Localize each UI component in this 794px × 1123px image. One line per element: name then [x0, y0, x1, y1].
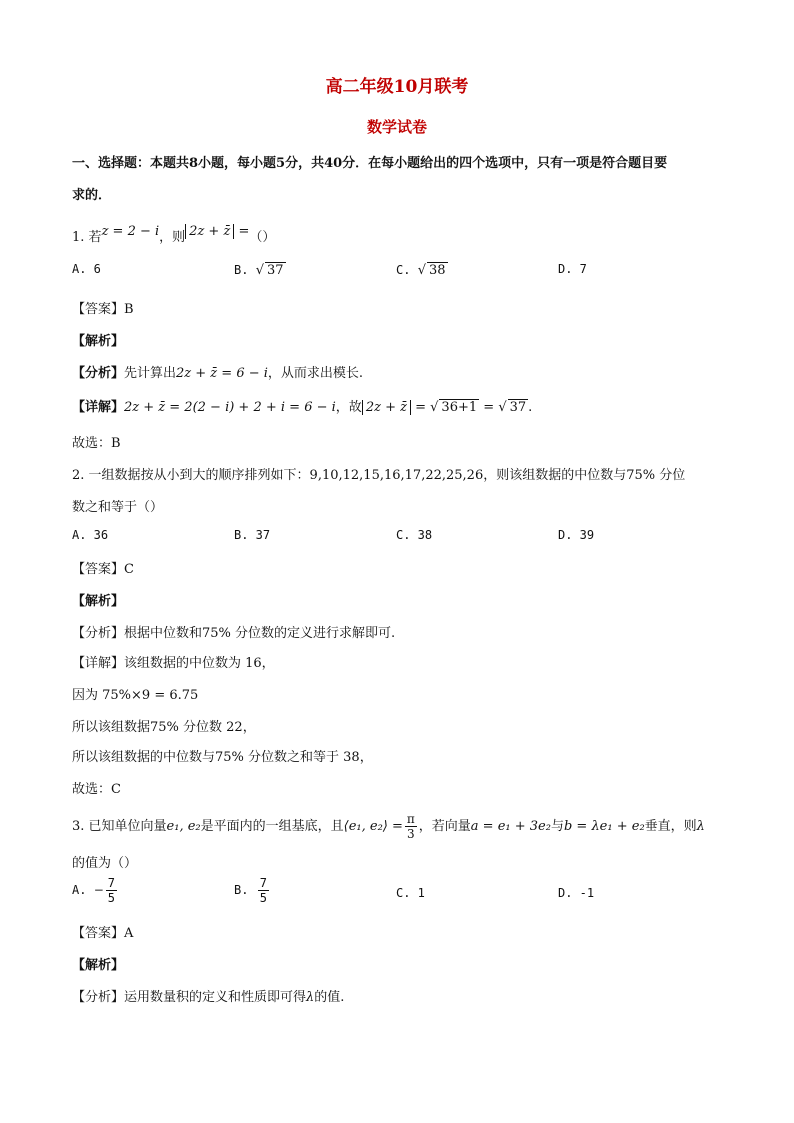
- q1-xiangjie-eq2: =: [479, 400, 499, 415]
- q1-answer: 【答案】B: [72, 302, 134, 317]
- q2-fenxi: 【分析】根据中位数和75% 分位数的定义进行求解即可.: [72, 626, 396, 641]
- question-3-line2: 的值为（）: [72, 856, 138, 871]
- q1-xiangjie-label: 【详解】: [72, 400, 125, 415]
- q1-option-c-label: C.: [396, 263, 411, 277]
- q2-choose: 故选：C: [72, 782, 121, 797]
- q1-number: 1.: [72, 230, 85, 245]
- q3-three: 3: [407, 827, 415, 841]
- q3-option-b-den: 5: [259, 891, 267, 905]
- question-3-line1: [72, 812, 705, 841]
- q1-fenxi-pre: 先计算出: [124, 366, 177, 381]
- q3-b-expr: b = λe₁ + e₂: [563, 819, 645, 834]
- q3-a-expr: a = e₁ + 3e₂: [470, 819, 551, 834]
- q1-xiangjie-mid: ，故: [335, 400, 362, 415]
- q2-option-a: A. 36: [72, 528, 109, 542]
- q3-option-b-frac: [258, 876, 269, 905]
- q1-fenxi-label: 【分析】: [72, 366, 125, 381]
- q1-mid: ，则: [159, 230, 186, 245]
- q2-option-b: B. 37: [234, 528, 271, 542]
- q1-option-c: [396, 262, 448, 278]
- q1-option-b: [234, 262, 286, 278]
- q3-fenxi-post: 的值.: [314, 990, 345, 1005]
- q3-pi: π: [406, 812, 415, 826]
- q3-option-b: [234, 876, 271, 905]
- q2-option-d: D. 39: [558, 528, 595, 542]
- q1-xiangjie-sqrt2: 37: [509, 400, 527, 415]
- question-2-line2: 数之和等于（）: [72, 500, 164, 515]
- sqrt-icon: √: [430, 400, 439, 415]
- q1-choose: 故选：B: [72, 436, 121, 451]
- q1-xiangjie-end: .: [528, 400, 533, 415]
- q2-step1: 因为 75%×9 = 6.75: [72, 688, 199, 703]
- q3-option-b-label: B.: [234, 883, 249, 897]
- q1-xiangjie-expr1: 2z + z̄ = 2(2 − i) + 2 + i = 6 − i: [124, 400, 336, 415]
- exam-title: 高二年级10月联考: [325, 77, 469, 97]
- q3-option-a-den: 5: [107, 891, 115, 905]
- q1-option-b-label: B.: [234, 263, 249, 277]
- q1-xiangjie-eq: =: [410, 400, 431, 415]
- question-1: [72, 226, 275, 245]
- q2-step2: 所以该组数据75% 分位数 22，: [72, 720, 256, 735]
- q3-angle: ⟨e₁, e₂⟩ =: [343, 819, 403, 834]
- q3-option-a: [72, 876, 119, 905]
- exam-subtitle: 数学试卷: [366, 118, 427, 136]
- question-2-line1: [72, 464, 685, 483]
- q3-line1-post: 垂直，则: [644, 819, 697, 834]
- q2-option-c: C. 38: [396, 528, 433, 542]
- q3-fenxi: [72, 986, 344, 1005]
- q1-analysis: 【解析】: [72, 334, 125, 349]
- q3-option-a-num: 7: [107, 876, 115, 890]
- q1-fenxi: [72, 362, 363, 381]
- q3-line1-pre: 3. 已知单位向量: [72, 819, 167, 834]
- q3-line1-mid: 是平面内的一组基底，且: [200, 819, 344, 834]
- q2-xiangjie: 【详解】该组数据的中位数为 16，: [72, 656, 275, 671]
- q3-answer: 【答案】A: [72, 926, 134, 941]
- q1-z-expr: z = 2 − i: [101, 224, 160, 239]
- q3-option-a-frac: [106, 876, 117, 905]
- sqrt-icon: √: [255, 263, 264, 278]
- q1-fenxi-expr: 2z + z̄ = 6 − i: [176, 366, 268, 381]
- q2-line1-post: ，则该组数据的中位数与75% 分位: [483, 468, 686, 483]
- q3-pi-over-3: [405, 812, 417, 841]
- q1-paren: （）: [249, 230, 276, 245]
- q1-xiangjie-sqrt1: 36+1: [441, 400, 478, 415]
- q3-option-a-sign: −: [93, 883, 104, 897]
- q2-answer: 【答案】C: [72, 562, 134, 577]
- q3-option-b-num: 7: [259, 876, 267, 890]
- q2-analysis: 【解析】: [72, 594, 125, 609]
- q3-fenxi-pre: 【分析】运用数量积的定义和性质即可得: [72, 990, 307, 1005]
- q3-option-d: D. -1: [558, 886, 595, 900]
- q3-yu: 与: [550, 819, 564, 834]
- section-heading-line1: 一、选择题：本题共8小题，每小题5分，共40分．在每小题给出的四个选项中，只有一项是符合题目要: [72, 156, 668, 171]
- q3-analysis: 【解析】: [72, 958, 125, 973]
- q1-option-b-value: 37: [266, 263, 284, 278]
- q1-pre: 若: [88, 230, 102, 245]
- q2-data: 9,10,12,15,16,17,22,25,26: [309, 468, 484, 483]
- section-heading-line2: 求的．: [72, 188, 112, 203]
- q3-option-c: C. 1: [396, 886, 425, 900]
- q3-fenxi-lambda: λ: [306, 990, 315, 1005]
- q3-vecs: e₁, e₂: [166, 819, 201, 834]
- q1-fenxi-post: ，从而求出模长.: [267, 366, 364, 381]
- q3-lambda: λ: [696, 819, 705, 834]
- sqrt-icon: √: [498, 400, 507, 415]
- q1-xiangjie-abs: 2z + z̄: [362, 400, 411, 415]
- q2-line1-pre: 2. 一组数据按从小到大的顺序排列如下：: [72, 468, 310, 483]
- q3-line1-mid2: ，若向量: [418, 819, 471, 834]
- q1-option-c-value: 38: [428, 263, 446, 278]
- q2-step3: 所以该组数据的中位数与75% 分位数之和等于 38，: [72, 750, 373, 765]
- q1-xiangjie: [72, 396, 532, 415]
- sqrt-icon: √: [417, 263, 426, 278]
- q1-option-d: D. 7: [558, 262, 587, 276]
- q3-option-a-label: A.: [72, 883, 87, 897]
- q1-option-a: A. 6: [72, 262, 101, 276]
- q1-eq: =: [234, 224, 250, 239]
- q1-abs-expr: 2z + z̄: [185, 224, 234, 239]
